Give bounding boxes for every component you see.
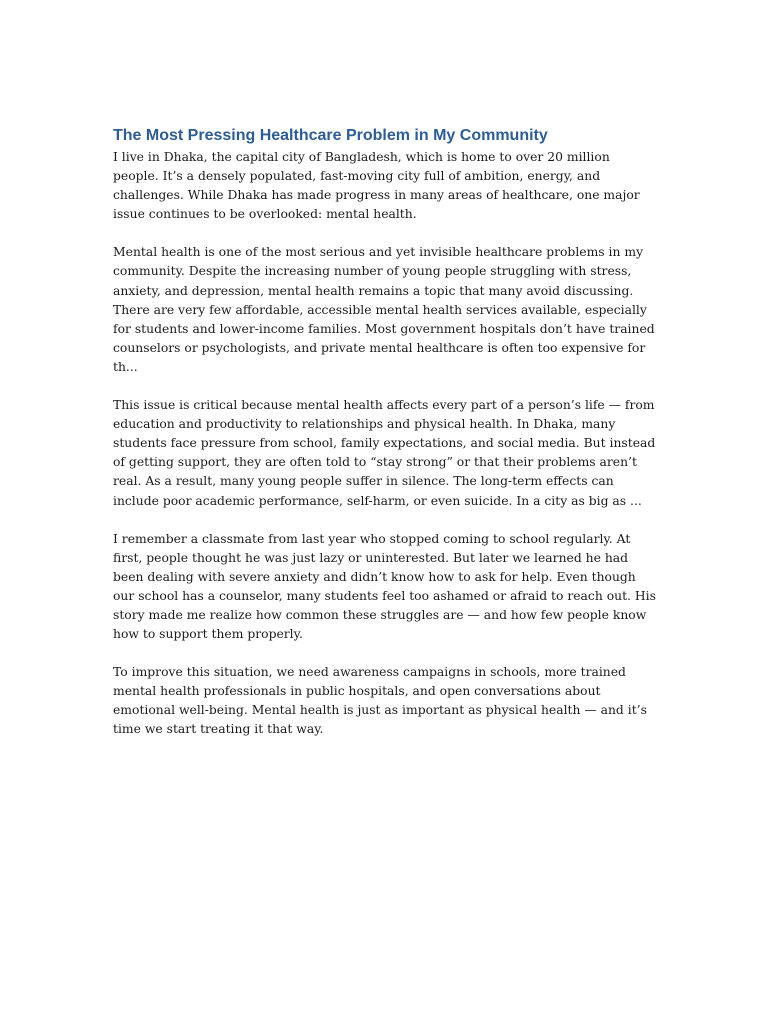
paragraph-problem: Mental health is one of the most serious and yet invisible healthcare problems in my community. Despite the increasing number of young people struggling with stress, anxiety, and depression, mental health remains a topic that many avoid discussing. There are very few affordable, accessible mental health services available, especially for students and lower-income families. Most government hospitals don’t have trained counselors or psychologists, and private mental healthcare is often too expensive for th... [113,245,655,374]
paragraph-solution: To improve this situation, we need awareness campaigns in schools, more trained mental health professionals in public hospitals, and open conversations about emotional well-being. Mental health is just as important as physical health — and it’s time we start treating it that way. [113,665,647,737]
document-page [113,124,657,759]
paragraph-intro: I live in Dhaka, the capital city of Bangladesh, which is home to over 20 million people. It’s a densely populated, fast-moving city full of ambition, energy, and challenges. While Dhaka has made progress in many areas of healthcare, one major issue continues to be overlooked: mental health. [113,150,640,222]
paragraph-story: I remember a classmate from last year who stopped coming to school regularly. At first, people thought he was just lazy or uninterested. But later we learned he had been dealing with severe anxiety and didn’t know how to ask for help. Even though our school has a counselor, many students feel too ashamed or afraid to reach out. His story made me realize how common these struggles are — and how few people know how to support them properly. [113,531,656,642]
paragraph-critical: This issue is critical because mental health affects every part of a person’s life — from education and productivity to relationships and physical health. In Dhaka, many students face pressure from school, family expectations, and social media. But instead of getting support, they are often told to “stay strong” or that their problems aren’t real. As a result, many young people suffer in silence. The long-term effects can include poor academic performance, self-harm, or even suicide. In a city as big as ... [113,398,656,508]
document-title: The Most Pressing Healthcare Problem in My Community [113,127,548,144]
